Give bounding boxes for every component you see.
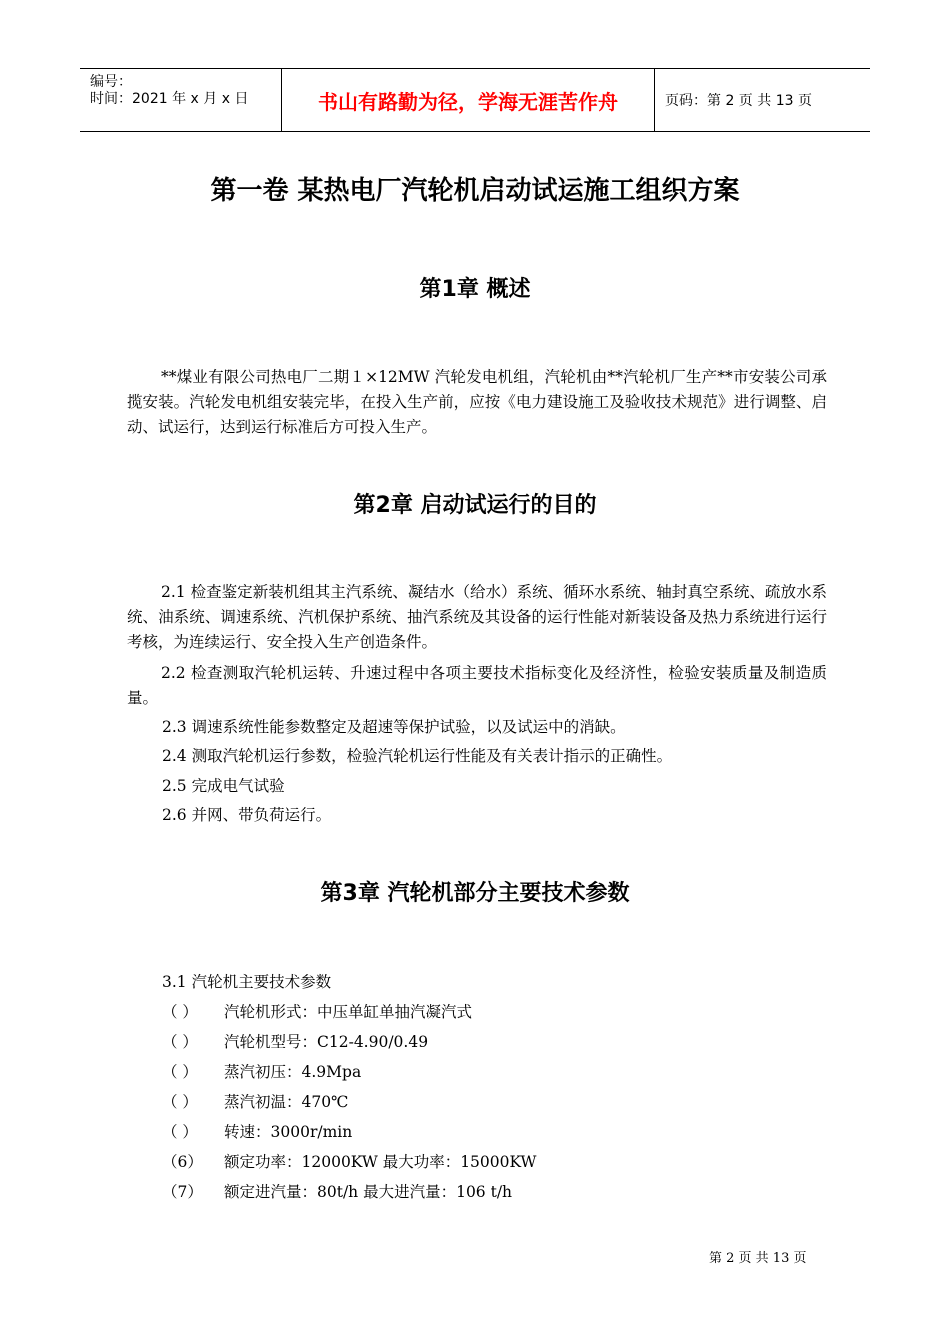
param-text: 汽轮机形式：中压单缸单抽汽凝汽式: [224, 1003, 473, 1021]
param-text: 汽轮机型号：C12-4.90/0.49: [224, 1033, 429, 1051]
chapter2-item-2: 2.2 检查测取汽轮机运转、升速过程中各项主要技术指标变化及经济性，检验安装质量及制造质量。: [127, 664, 827, 707]
chapter2-item-3: 2.3 调速系统性能参数整定及超速等保护试验，以及试运中的消缺。: [162, 718, 626, 736]
param-row: [162, 1180, 512, 1202]
param-mark: （ ）: [162, 1033, 198, 1051]
header-motto: 书山有路勤为径，学海无涯苦作舟: [282, 69, 655, 131]
param-mark: （ ）: [162, 1123, 198, 1141]
param-text: 蒸汽初压：4.9Mpa: [224, 1063, 362, 1081]
page-header: [80, 68, 870, 132]
param-row: [162, 1060, 361, 1082]
param-row: [162, 1090, 348, 1112]
page-footer: 第 2 页 共 13 页: [709, 1251, 807, 1266]
param-text: 额定功率：12000KW 最大功率：15000KW: [224, 1153, 537, 1171]
chapter2-title: 第2章 启动试运行的目的: [353, 493, 597, 518]
param-text: 蒸汽初温：470℃: [224, 1093, 349, 1111]
chapter3-section-title: 3.1 汽轮机主要技术参数: [162, 973, 332, 991]
param-row: [162, 1000, 472, 1022]
time-label: 时间：2021 年 x 月 x 日: [90, 91, 249, 107]
param-mark: （7）: [162, 1183, 203, 1201]
chapter1-title: 第1章 概述: [419, 277, 531, 302]
header-meta: [80, 69, 282, 131]
param-row: [162, 1120, 352, 1142]
chapter1-body: **煤业有限公司热电厂二期１×12MW 汽轮发电机组，汽轮机由**汽轮机厂生产**市安装公司承揽安装。汽轮发电机组安装完毕，在投入生产前，应按《电力建设施工及验收技术规范》进行调整、启动、试运行，达到运行标准后方可投入生产。: [127, 368, 827, 436]
volume-title: 第一卷 某热电厂汽轮机启动试运施工组织方案: [210, 176, 740, 206]
param-mark: （ ）: [162, 1003, 198, 1021]
chapter2-item-4: 2.4 测取汽轮机运行参数，检验汽轮机运行性能及有关表计指示的正确性。: [162, 747, 673, 765]
param-mark: （6）: [162, 1153, 203, 1171]
chapter2-item-1: 2.1 检查鉴定新装机组其主汽系统、凝结水（给水）系统、循环水系统、轴封真空系统、疏放水系统、油系统、调速系统、汽机保护系统、抽汽系统及其设备的运行性能对新装设备及热力系统进行运行考核，为连续运行、安全投入生产创造条件。: [127, 583, 827, 651]
param-mark: （ ）: [162, 1093, 198, 1111]
param-text: 额定进汽量：80t/h 最大进汽量：106 t/h: [224, 1183, 513, 1201]
param-row: [162, 1030, 428, 1052]
header-page-label: 页码：第 2 页 共 13 页: [665, 93, 812, 109]
param-text: 转速：3000r/min: [224, 1123, 353, 1141]
param-mark: （ ）: [162, 1063, 198, 1081]
number-label: 编号：: [90, 74, 132, 90]
chapter2-item-6: 2.6 并网、带负荷运行。: [162, 806, 332, 824]
chapter3-title: 第3章 汽轮机部分主要技术参数: [320, 881, 630, 906]
param-row: [162, 1150, 536, 1172]
chapter2-item-5: 2.5 完成电气试验: [162, 777, 285, 795]
